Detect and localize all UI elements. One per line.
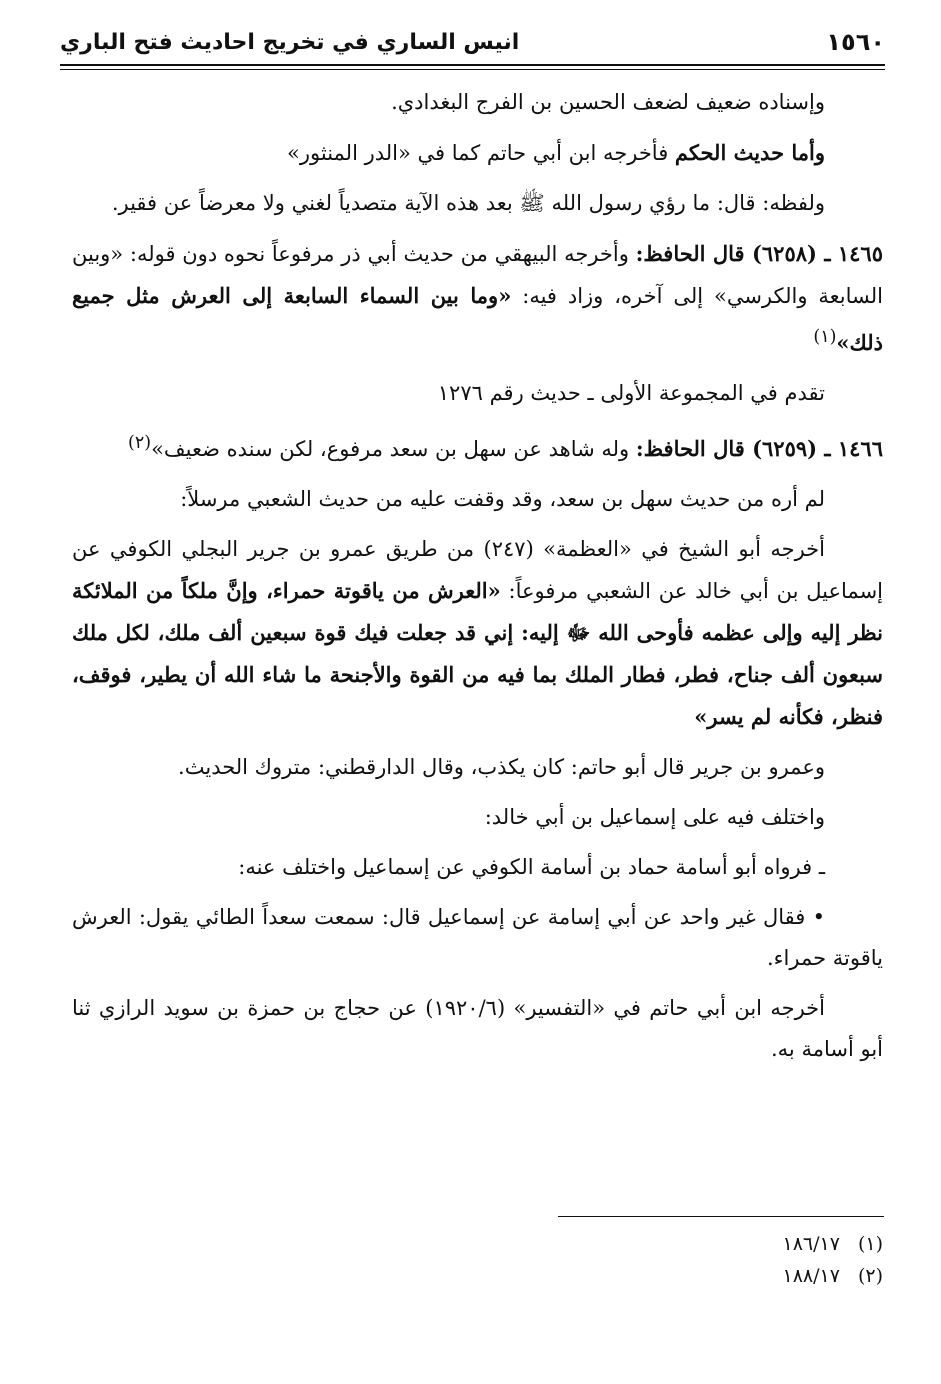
- footnote-divider: [558, 1216, 884, 1217]
- footnote-1: [783, 1228, 884, 1260]
- paragraph-amr: وعمرو بن جرير قال أبو حاتم: كان يكذب، وقال الدارقطني: متروك الحديث.: [178, 755, 825, 779]
- hakam-heading: وأما حديث الحكم: [674, 140, 825, 165]
- hakam-text: فأخرجه ابن أبي حاتم كما في «الدر المنثور»: [287, 141, 675, 165]
- paragraph-rawahu: ـ فرواه أبو أسامة حماد بن أسامة الكوفي عن إسماعيل واختلف عنه:: [238, 855, 825, 879]
- header-rule-thin: [60, 69, 885, 70]
- paragraph-ikhtalaf: واختلف فيه على إسماعيل بن أبي خالد:: [484, 805, 825, 829]
- header-rule-thick: [60, 64, 885, 66]
- entry-1465-heading: ١٤٦٥ ـ (٦٢٥٨) قال الحافظ:: [635, 241, 883, 266]
- paragraph-bullet: • فقال غير واحد عن أبي إسامة عن إسماعيل قال: سمعت سعداً الطائي يقول: العرش ياقوتة حمراء.: [72, 905, 883, 970]
- entry-1465-text: وأخرجه البيهقي من حديث أبي ذر مرفوعاً نحوه دون قوله: «وبين السابعة والكرسي» إلى آخره، وزاد فيه:: [72, 242, 883, 308]
- running-title: انيس الساري في تخريج احاديث فتح الباري: [60, 30, 520, 55]
- paragraph-lafzuhu: ولفظه: قال: ما رؤي رسول الله ﷺ بعد هذه الآية متصدياً لغني ولا معرضاً عن فقير.: [111, 191, 825, 215]
- entry-1466-text: وله شاهد عن سهل بن سعد مرفوع، لكن سنده ضعيف»: [151, 437, 636, 461]
- page-header: [60, 22, 885, 66]
- footnote-2-ref: ١٨٨/١٧: [782, 1265, 840, 1287]
- entry-1466: [72, 423, 883, 470]
- main-text: [72, 82, 883, 1079]
- footnotes: [783, 1228, 884, 1292]
- footnote-2-marker: (٢): [857, 1265, 883, 1287]
- footnote-2: [783, 1260, 884, 1292]
- paragraph-not-seen: لم أره من حديث سهل بن سعد، وقد وقفت عليه من حديث الشعبي مرسلاً:: [180, 487, 825, 511]
- entry-1465: [72, 233, 883, 364]
- paragraph-previous: تقدم في المجموعة الأولى ـ حديث رقم ١٢٧٦: [437, 381, 825, 405]
- paragraph-abu-shaykh: [72, 529, 883, 738]
- paragraph-hakam: [72, 132, 883, 174]
- footnote-1-ref: ١٨٦/١٧: [782, 1233, 840, 1255]
- abu-shaykh-hadith: «العرش من ياقوتة حمراء، وإنَّ ملكاً من الملائكة نظر إليه وإلى عظمه فأوحى الله ﷻ إليه: إني قد جعلت فيك قوة سبعين ألف ملك، لكل ملك سبعون ألف جناح، فطر، فطار الملك بما فيه من القوة والأجنحة ما شاء الله أن يطير، فوقف، فنظر، فكأنه لم يسر»: [72, 578, 883, 729]
- footnote-ref-1: (١): [813, 327, 837, 347]
- paragraph-abi-hatim: أخرجه ابن أبي حاتم في «التفسير» (١٩٢٠/٦) عن حجاج بن حمزة بن سويد الرازي ثنا أبو أسامة به.: [72, 996, 883, 1061]
- page-number: ١٥٦٠: [826, 28, 885, 56]
- abu-shaykh-text: أخرجه أبو الشيخ في «العظمة» (٢٤٧) من طريق عمرو بن جرير البجلي الكوفي عن إسماعيل بن أبي خالد عن الشعبي مرفوعاً:: [72, 537, 884, 603]
- entry-1465-quote: «وما بين السماء السابعة إلى العرش مثل جميع ذلك»: [72, 283, 883, 355]
- paragraph-isnad: وإسناده ضعيف لضعف الحسين بن الفرج البغدادي.: [391, 90, 825, 114]
- footnote-1-marker: (١): [857, 1233, 883, 1255]
- entry-1466-heading: ١٤٦٦ ـ (٦٢٥٩) قال الحافظ:: [635, 436, 883, 461]
- footnote-ref-2: (٢): [128, 433, 152, 453]
